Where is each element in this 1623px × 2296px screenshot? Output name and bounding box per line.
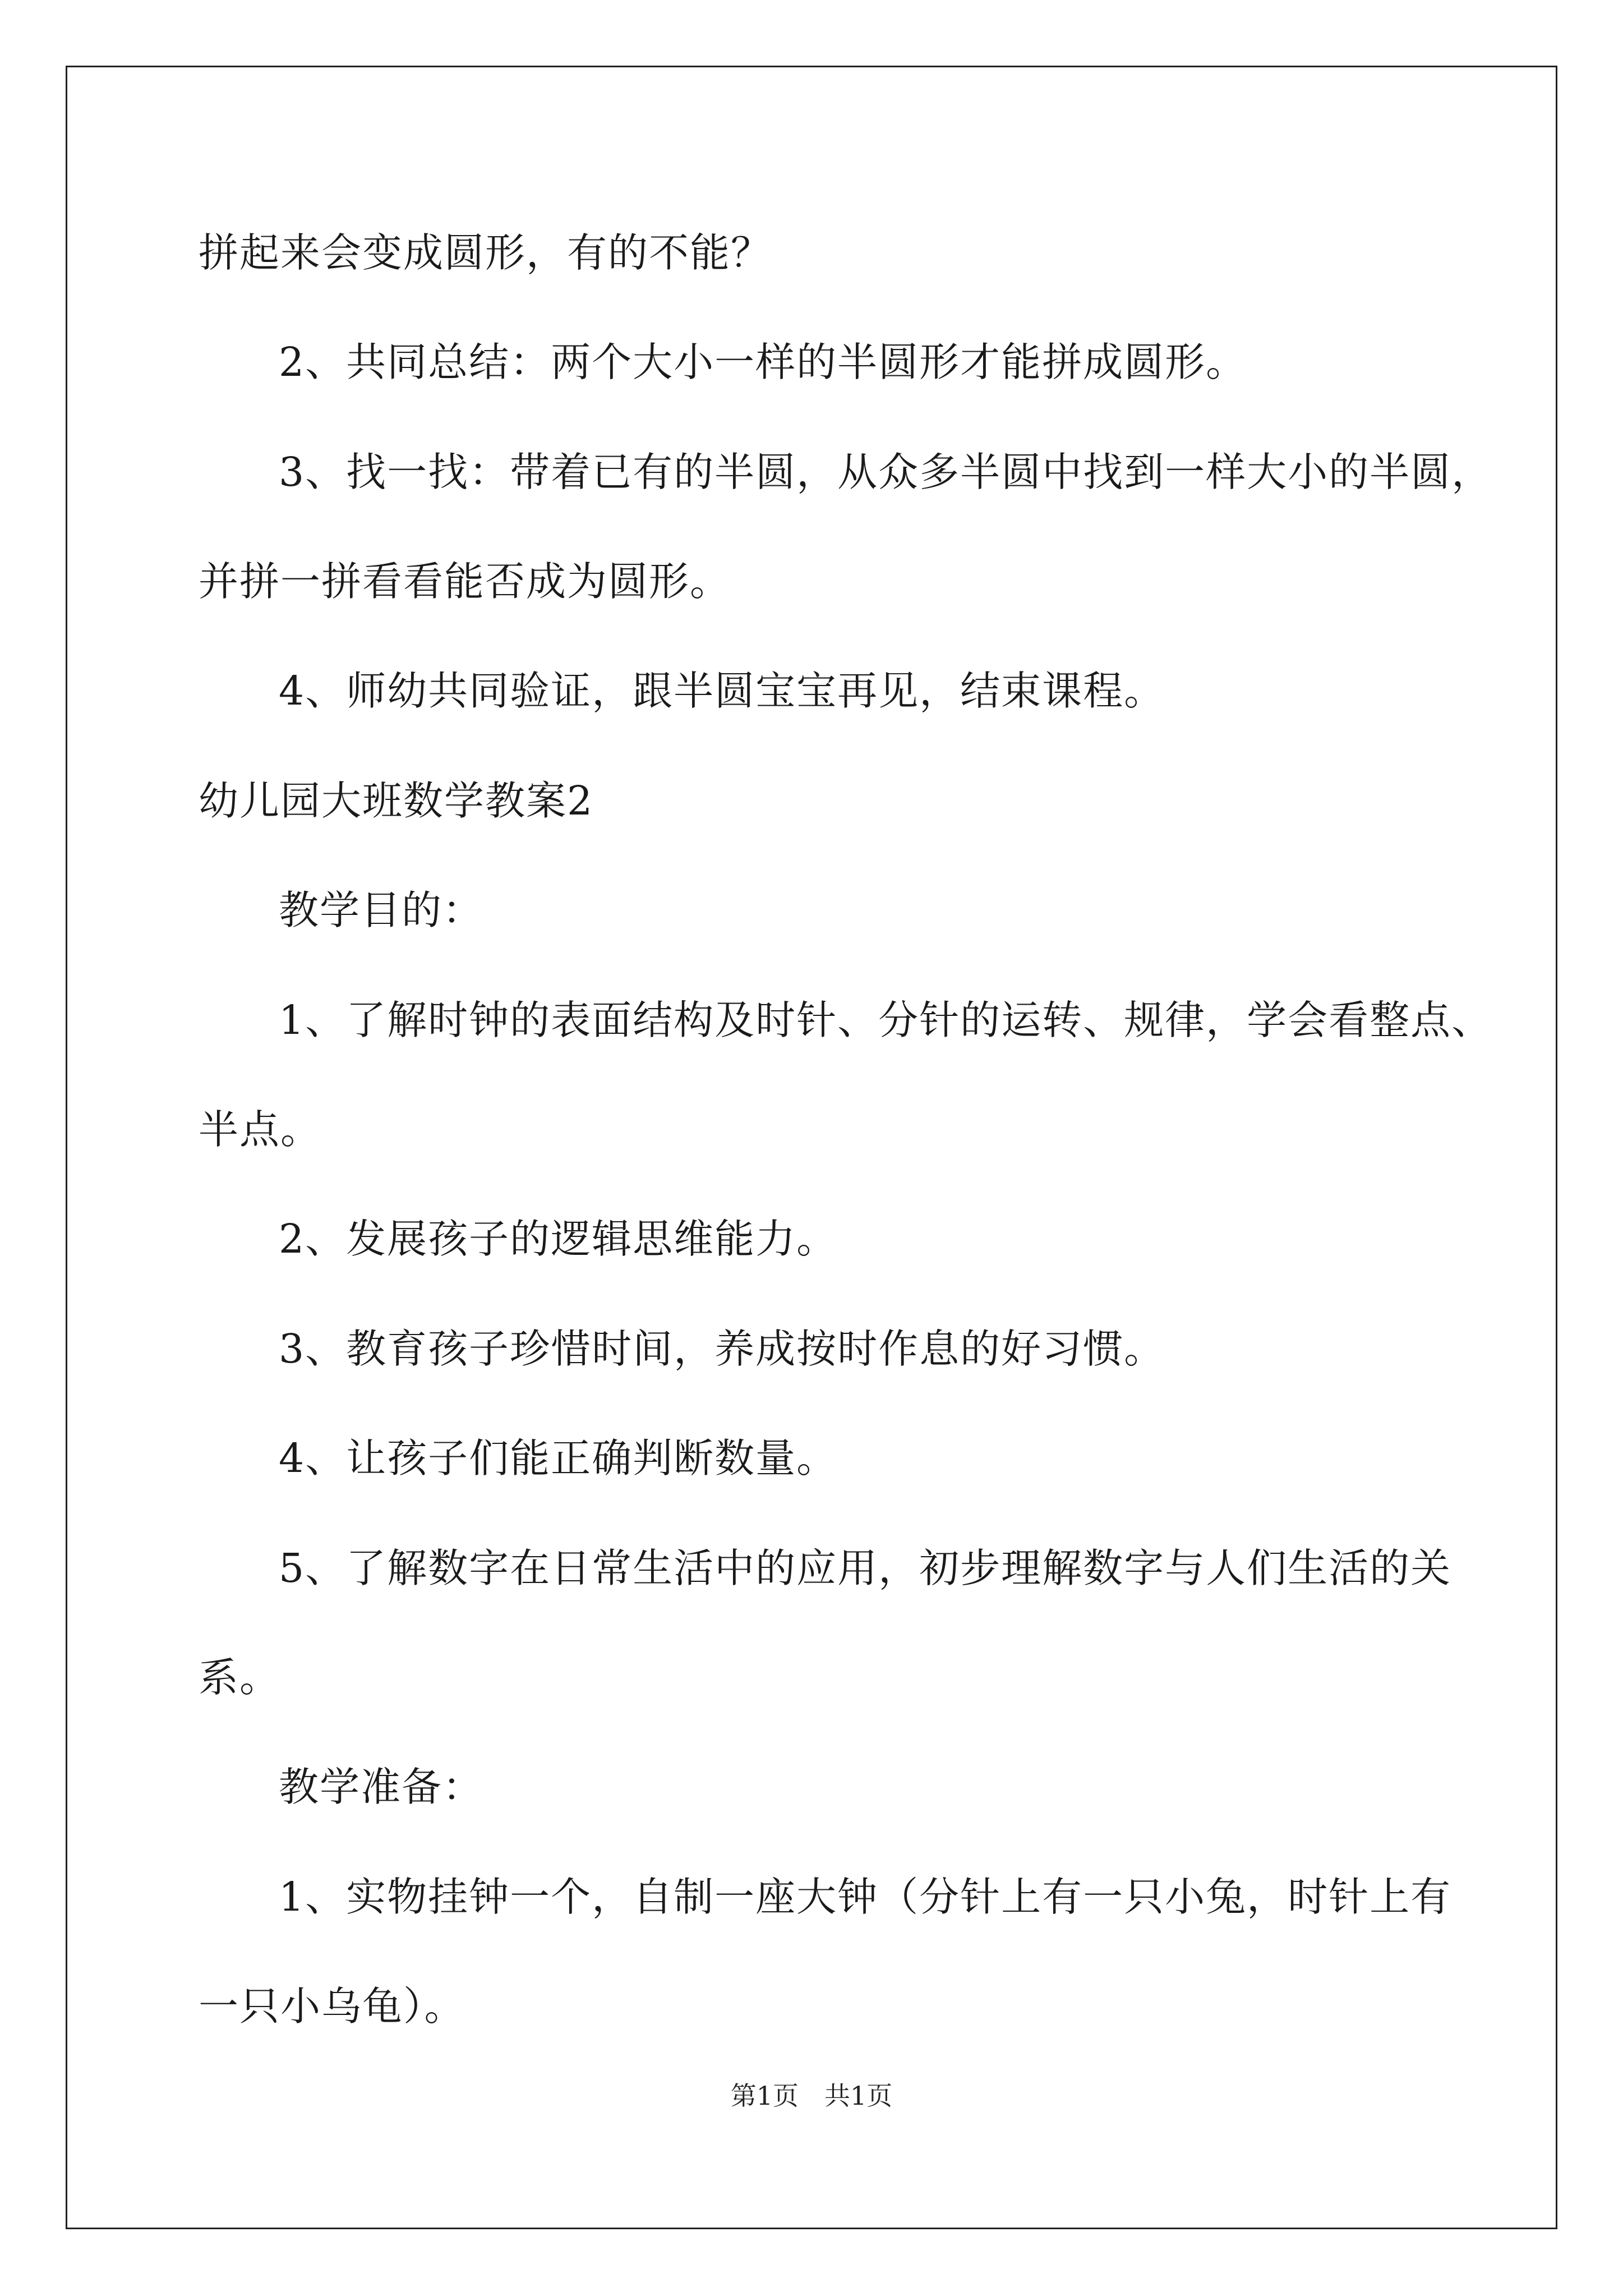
paragraph-line: 5、了解数字在日常生活中的应用，初步理解数字与人们生活的关: [279, 1545, 1452, 1591]
section-heading: 幼儿园大班数学教案2: [199, 777, 594, 824]
paragraph-line: 半点。: [199, 1106, 322, 1153]
paragraph-line: 一只小乌龟）。: [199, 1983, 465, 2030]
paragraph-line: 2、发展孩子的逻辑思维能力。: [279, 1216, 838, 1262]
paragraph-line: 并拼一拼看看能否成为圆形。: [199, 558, 731, 605]
paragraph-line: 4、师幼共同验证，跟半圆宝宝再见，结束课程。: [279, 668, 1165, 714]
paragraph-line: 4、让孩子们能正确判断数量。: [279, 1435, 838, 1481]
paragraph-line: 3、找一找：带着已有的半圆，从众多半圆中找到一样大小的半圆，: [279, 449, 1493, 495]
paragraph-line: 拼起来会变成圆形，有的不能？: [199, 229, 772, 276]
paragraph-line: 系。: [199, 1654, 281, 1701]
page-number-footer: 第1页 共1页: [730, 2081, 893, 2111]
paragraph-line: 1、了解时钟的表面结构及时针、分针的运转、规律，学会看整点、: [279, 997, 1493, 1043]
subheading: 教学目的：: [279, 887, 484, 933]
paragraph-line: 3、教育孩子珍惜时间，养成按时作息的好习惯。: [279, 1326, 1165, 1372]
paragraph-line: 2、共同总结：两个大小一样的半圆形才能拼成圆形。: [279, 339, 1247, 385]
paragraph-line: 1、实物挂钟一个，自制一座大钟（分针上有一只小兔，时针上有: [279, 1874, 1452, 1920]
subheading: 教学准备：: [279, 1764, 484, 1810]
